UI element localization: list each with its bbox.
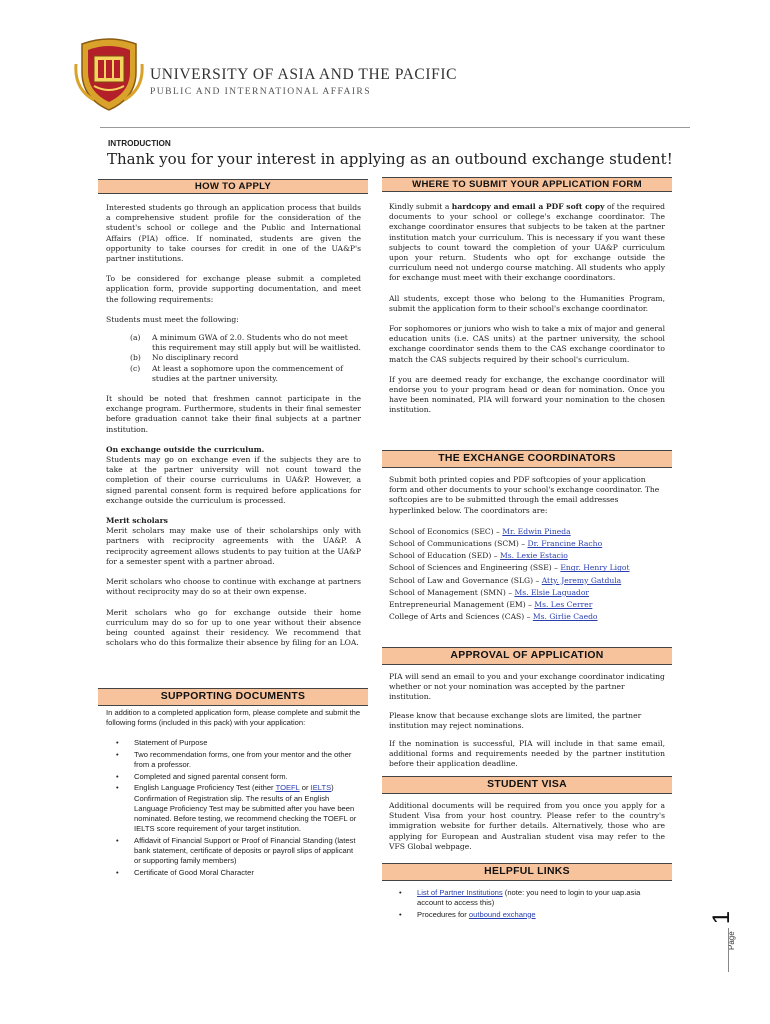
outside-curriculum-title: On exchange outside the curriculum. — [106, 444, 265, 454]
page-number — [708, 890, 736, 950]
coordinator-email-link[interactable]: Ms. Elsie Laguador — [514, 587, 590, 597]
supporting-documents-section — [106, 708, 361, 879]
where-to-submit-p3: For sophomores or juniors who wish to take a mix of major and general education units (i.e. CAS units) at the partner university, the school exchange coordinator sends them to the CAS exchange coordinator to match the CAS subjects required by their school's curriculum. — [389, 324, 665, 364]
list-item: • Certificate of Good Moral Character — [116, 867, 254, 877]
requirement-item: (c) At least a sophomore upon the commencement of studies at the partner university. — [130, 363, 343, 383]
student-visa-p1: Additional documents will be required from you once you apply for a Student Visa from your host country. Please refer to the country's immigration website for further details. Alternatively, those who are applying for European and Australian student visa may refer to the VFS Global webpage. — [389, 801, 665, 851]
approval-p1: PIA will send an email to you and your exchange coordinator indicating whether or not your nomination was accepted by the partner institution. — [389, 672, 665, 702]
coordinator-email-link[interactable]: Ms. Les Cerrer — [534, 600, 593, 610]
office-name: PUBLIC AND INTERNATIONAL AFFAIRS — [150, 86, 371, 97]
how-to-apply-p2: To be considered for exchange please submit a completed application form, provide supporting documentation, and meet the following requirements: — [106, 274, 361, 304]
list-item: • English Language Proficiency Test (either TOEFL or IELTS) Confirmation of Registration slip. The results of an English Language Proficiency Test may be submitted after you have been nominated. Before testing, we recommend checking the TOEFL or IELTS score requirement of your target institution. — [116, 783, 357, 834]
where-to-submit-p1: Kindly submit a hardcopy and email a PDF soft copy of the required documents to your school or college's exchange coordinator. The exchange coordinator ensures that subjects to be taken at the partner institution match your curriculum. This is necessary if you want these subjects to count toward the completion of your UA&P curriculum upon your return. Students who opt for exchange outside the curriculum need not undergo course matching. All students who apply for exchange must meet with their exchange coordinators. — [389, 202, 665, 283]
header-divider — [100, 127, 690, 128]
page-number-value: 1 — [708, 910, 735, 925]
ielts-link[interactable]: IELTS — [310, 783, 332, 793]
supporting-documents-intro: In addition to a completed application form, please complete and submit the following forms (included in this pack) with your application: — [106, 708, 361, 728]
page-label: Page — [727, 931, 736, 950]
outside-curriculum-text: Students may go on exchange even if the subjects they are to take at the partner university will not count toward the completion of their course curriculums in UA&P. However, a signed parental consent form is required before applications for exchange outside the curriculum is processed. — [106, 455, 361, 505]
helpful-links-section — [389, 888, 665, 921]
list-item: • List of Partner Institutions (note: you need to login to your uap.asia account to access this) — [399, 888, 641, 908]
coordinators-list — [389, 526, 665, 624]
coordinator-row: School of Law and Governance (SLG) – Atty. Jeremy Gatdula — [389, 575, 622, 585]
requirement-item: (a) A minimum GWA of 2.0. Students who do not meet this requirement may still apply but will be waitlisted. — [130, 333, 361, 353]
university-crest — [74, 34, 144, 112]
how-to-apply-p1: Interested students go through an application process that builds a comprehensive student profile for the consideration of the student's school or college and the Public and International Affairs (PIA) office. If nominated, students are given the opportunity to take courses for credit in one of the UA&P's partner institutions. — [106, 203, 361, 264]
how-to-apply-header: HOW TO APPLY — [98, 179, 368, 194]
approval-p3: If the nomination is successful, PIA will include in that same email, additional forms and requirements needed by the partner institution before their application deadline. — [389, 739, 665, 769]
list-item: • Completed and signed parental consent form. — [116, 771, 288, 781]
left-column — [106, 203, 361, 648]
coordinator-row: School of Management (SMN) – Ms. Elsie Laguador — [389, 587, 590, 597]
outbound-exchange-link[interactable]: outbound exchange — [468, 909, 536, 919]
list-item: • Affidavit of Financial Support or Proof of Financial Standing (latest bank statement, certificate of deposits or payroll slips of applicant or supporting family members) — [116, 835, 356, 866]
coordinator-row: School of Economics (SEC) – Mr. Edwin Pineda — [389, 526, 571, 536]
coordinator-email-link[interactable]: Engr. Henry Ligot — [560, 563, 630, 573]
supporting-documents-header: SUPPORTING DOCUMENTS — [98, 688, 368, 706]
coordinator-email-link[interactable]: Ms. Girlie Caedo — [532, 612, 598, 622]
exchange-coordinators-header: THE EXCHANGE COORDINATORS — [382, 450, 672, 468]
merit-scholars-p3: Merit scholars who go for exchange outside their home curriculum may do so for up to one year without their absence being counted against their residency. We recommend that scholars who do this formalize their absence by filing for an LOA. — [106, 607, 361, 648]
coordinators-intro: Submit both printed copies and PDF softcopies of your application form and other documents to your school's exchange coordinator. The softcopies are to be submitted through the email addresses hyperlinked below. The coordinators are: — [389, 475, 660, 515]
list-item: • Procedures for outbound exchange — [399, 909, 536, 919]
merit-scholars-text: Merit scholars may make use of their scholarships only with partners with reciprocity agreements with the UA&P. A reciprocity agreement allows students to pay tuition at the UA&P for a semester spent with a partner abroad. — [106, 526, 361, 566]
where-to-submit-header: WHERE TO SUBMIT YOUR APPLICATION FORM — [382, 177, 672, 192]
coordinator-email-link[interactable]: Ms. Lexie Estacio — [499, 551, 568, 561]
partner-institutions-link[interactable]: List of Partner Institutions — [417, 888, 503, 897]
coordinator-row: School of Education (SED) – Ms. Lexie Estacio — [389, 551, 568, 561]
coordinator-email-link[interactable]: Mr. Edwin Pineda — [502, 526, 571, 536]
how-to-apply-p4: It should be noted that freshmen cannot participate in the exchange program. Furthermore, students in their final semester before graduation cannot take their final subjects at a partner institution. — [106, 394, 361, 434]
student-visa-header: STUDENT VISA — [382, 776, 672, 794]
coordinator-row: Entrepreneurial Management (EM) – Ms. Les Cerrer — [389, 600, 593, 610]
approval-p2: Please know that because exchange slots are limited, the partner institution may reject nominations. — [389, 710, 642, 730]
where-to-submit-p2: All students, except those who belong to the Humanities Program, submit the application form to their school's exchange coordinator. — [389, 293, 665, 313]
page-title: Thank you for your interest in applying as an outbound exchange student! — [107, 150, 673, 168]
coordinator-row: School of Communications (SCM) – Dr. Francine Racho — [389, 539, 603, 549]
approval-header: APPROVAL OF APPLICATION — [382, 647, 672, 665]
coordinator-row: School of Sciences and Engineering (SSE) – Engr. Henry Ligot — [389, 563, 630, 573]
coordinator-email-link[interactable]: Dr. Francine Racho — [527, 539, 603, 549]
how-to-apply-p3: Students must meet the following: — [106, 314, 239, 324]
list-item: • Two recommendation forms, one from your mentor and the other from a professor. — [116, 750, 352, 770]
intro-label: INTRODUCTION — [108, 139, 171, 148]
merit-scholars-p2: Merit scholars who choose to continue with exchange at partners without reciprocity may do so at their own expense. — [106, 577, 361, 597]
student-visa-section — [389, 801, 665, 852]
university-name: UNIVERSITY OF ASIA AND THE PACIFIC — [150, 66, 458, 83]
page-number-rule — [728, 928, 729, 972]
coordinator-row: College of Arts and Sciences (CAS) – Ms. Girlie Caedo — [389, 612, 598, 622]
merit-scholars-title: Merit scholars — [106, 516, 168, 526]
approval-section — [389, 672, 665, 770]
helpful-links-header: HELPFUL LINKS — [382, 863, 672, 881]
requirements-list — [106, 333, 361, 384]
toefl-link[interactable]: TOEFL — [275, 783, 300, 793]
requirement-item: (b) No disciplinary record — [130, 353, 239, 363]
coordinator-email-link[interactable]: Atty. Jeremy Gatdula — [541, 575, 622, 585]
list-item: • Statement of Purpose — [116, 738, 208, 748]
helpful-links-list — [389, 888, 665, 920]
where-to-submit-p4: If you are deemed ready for exchange, the exchange coordinator will endorse you to your program head or dean for nomination. Once you have been nominated, PIA will forward your nomination to the chosen institution. — [389, 374, 665, 415]
coordinators-section — [389, 475, 665, 623]
supporting-documents-list — [106, 738, 361, 878]
where-to-submit-section — [389, 202, 665, 416]
